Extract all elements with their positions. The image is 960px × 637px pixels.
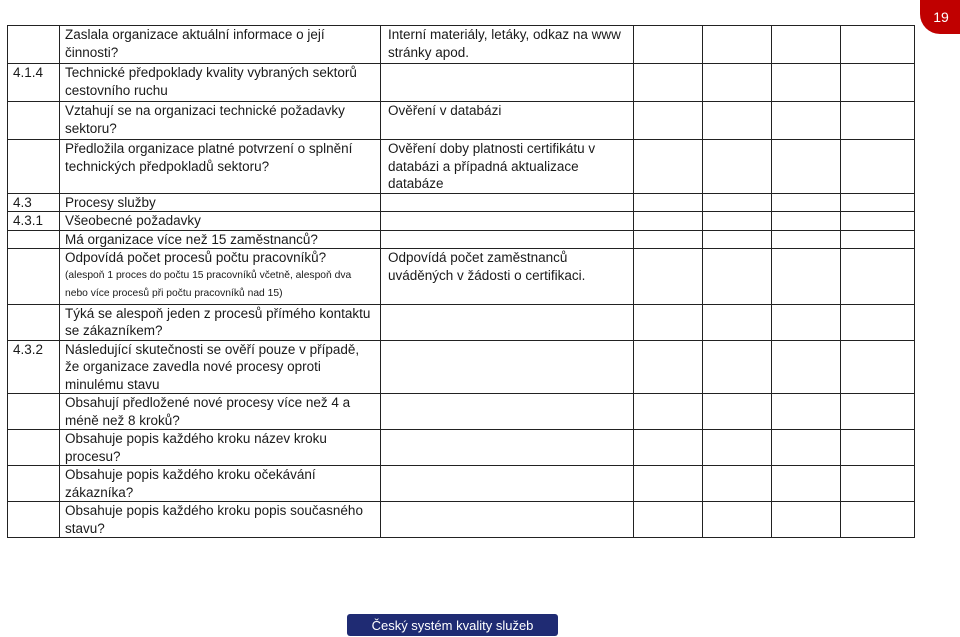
check-cell — [772, 193, 841, 212]
footer-banner — [347, 614, 558, 636]
row-number — [8, 26, 60, 64]
check-cell — [841, 230, 915, 249]
check-cell — [703, 212, 772, 231]
page-number-badge — [920, 0, 960, 34]
check-cell — [703, 140, 772, 194]
row-number — [8, 140, 60, 194]
check-cell — [703, 102, 772, 140]
check-cell — [634, 466, 703, 502]
table-row — [8, 140, 915, 194]
check-cell — [841, 212, 915, 231]
row-note — [381, 304, 634, 340]
row-question: Obsahuje popis každého kroku název kroku procesu? — [60, 430, 381, 466]
row-number — [8, 230, 60, 249]
row-question: Obsahují předložené nové procesy více než 4 a méně než 8 kroků? — [60, 394, 381, 430]
check-cell — [772, 26, 841, 64]
table-row — [8, 340, 915, 394]
row-number: 4.3.1 — [8, 212, 60, 231]
table-row — [8, 430, 915, 466]
row-question: Zaslala organizace aktuální informace o její činnosti? — [60, 26, 381, 64]
row-note — [381, 502, 634, 538]
check-cell — [634, 430, 703, 466]
row-note — [381, 64, 634, 102]
check-cell — [703, 340, 772, 394]
check-cell — [634, 64, 703, 102]
row-note: Ověření doby platnosti certifikátu v databázi a případná aktualizace databáze — [381, 140, 634, 194]
footer-text: Český systém kvality služeb — [371, 617, 534, 633]
table-row — [8, 64, 915, 102]
check-cell — [703, 26, 772, 64]
row-question: Předložila organizace platné potvrzení o splnění technických předpokladů sektoru? — [60, 140, 381, 194]
row-question — [60, 249, 381, 305]
row-number — [8, 430, 60, 466]
check-cell — [772, 102, 841, 140]
check-cell — [634, 340, 703, 394]
check-cell — [772, 64, 841, 102]
row-question: Technické předpoklady kvality vybraných sektorů cestovního ruchu — [60, 64, 381, 102]
check-cell — [634, 502, 703, 538]
check-cell — [772, 466, 841, 502]
row-number — [8, 466, 60, 502]
row-note: Ověření v databázi — [381, 102, 634, 140]
check-cell — [841, 64, 915, 102]
row-question-text: Odpovídá počet procesů počtu pracovníků? — [65, 250, 327, 265]
checklist-table — [7, 25, 915, 538]
row-question: Má organizace více než 15 zaměstnanců? — [60, 230, 381, 249]
check-cell — [772, 394, 841, 430]
check-cell — [634, 26, 703, 64]
table-row — [8, 466, 915, 502]
row-question-note: (alespoň 1 proces do počtu 15 pracovníků včetně, alespoň dva nebo více procesů při počtu pracovníků nad 15) — [65, 269, 352, 299]
check-cell — [772, 430, 841, 466]
row-question: Obsahuje popis každého kroku popis současného stavu? — [60, 502, 381, 538]
row-note: Odpovídá počet zaměstnanců uváděných v žádosti o certifikaci. — [381, 249, 634, 305]
check-cell — [841, 394, 915, 430]
check-cell — [634, 249, 703, 305]
check-cell — [634, 394, 703, 430]
check-cell — [772, 502, 841, 538]
row-question: Procesy služby — [60, 193, 381, 212]
row-question: Následující skutečnosti se ověří pouze v případě, že organizace zavedla nové procesy oproti minulému stavu — [60, 340, 381, 394]
row-question: Všeobecné požadavky — [60, 212, 381, 231]
check-cell — [772, 140, 841, 194]
row-number — [8, 102, 60, 140]
check-cell — [772, 212, 841, 231]
check-cell — [634, 102, 703, 140]
row-note — [381, 193, 634, 212]
row-number — [8, 394, 60, 430]
check-cell — [772, 249, 841, 305]
row-note — [381, 230, 634, 249]
check-cell — [841, 466, 915, 502]
row-note — [381, 212, 634, 231]
row-number — [8, 249, 60, 305]
check-cell — [841, 304, 915, 340]
row-note: Interní materiály, letáky, odkaz na www stránky apod. — [381, 26, 634, 64]
table-row — [8, 502, 915, 538]
row-note — [381, 466, 634, 502]
check-cell — [703, 249, 772, 305]
row-number: 4.1.4 — [8, 64, 60, 102]
check-cell — [634, 212, 703, 231]
check-cell — [841, 249, 915, 305]
check-cell — [841, 340, 915, 394]
check-cell — [841, 430, 915, 466]
check-cell — [634, 304, 703, 340]
table-row — [8, 304, 915, 340]
row-number — [8, 304, 60, 340]
page-number: 19 — [933, 9, 949, 25]
row-question: Vztahují se na organizaci technické požadavky sektoru? — [60, 102, 381, 140]
table-row — [8, 249, 915, 305]
check-cell — [841, 102, 915, 140]
check-cell — [703, 304, 772, 340]
check-cell — [703, 230, 772, 249]
check-cell — [772, 340, 841, 394]
row-number: 4.3.2 — [8, 340, 60, 394]
check-cell — [703, 502, 772, 538]
table-row — [8, 230, 915, 249]
check-cell — [703, 193, 772, 212]
table-row — [8, 212, 915, 231]
table-row — [8, 394, 915, 430]
check-cell — [703, 394, 772, 430]
check-cell — [634, 193, 703, 212]
row-question: Týká se alespoň jeden z procesů přímého kontaktu se zákazníkem? — [60, 304, 381, 340]
table-row — [8, 193, 915, 212]
check-cell — [772, 230, 841, 249]
check-cell — [841, 26, 915, 64]
check-cell — [703, 430, 772, 466]
row-note — [381, 340, 634, 394]
check-cell — [772, 304, 841, 340]
check-cell — [841, 193, 915, 212]
check-cell — [841, 502, 915, 538]
table-row — [8, 102, 915, 140]
row-note — [381, 394, 634, 430]
row-number: 4.3 — [8, 193, 60, 212]
table-row — [8, 26, 915, 64]
check-cell — [703, 466, 772, 502]
check-cell — [634, 140, 703, 194]
check-cell — [841, 140, 915, 194]
row-question: Obsahuje popis každého kroku očekávání zákazníka? — [60, 466, 381, 502]
row-number — [8, 502, 60, 538]
row-note — [381, 430, 634, 466]
check-cell — [634, 230, 703, 249]
check-cell — [703, 64, 772, 102]
